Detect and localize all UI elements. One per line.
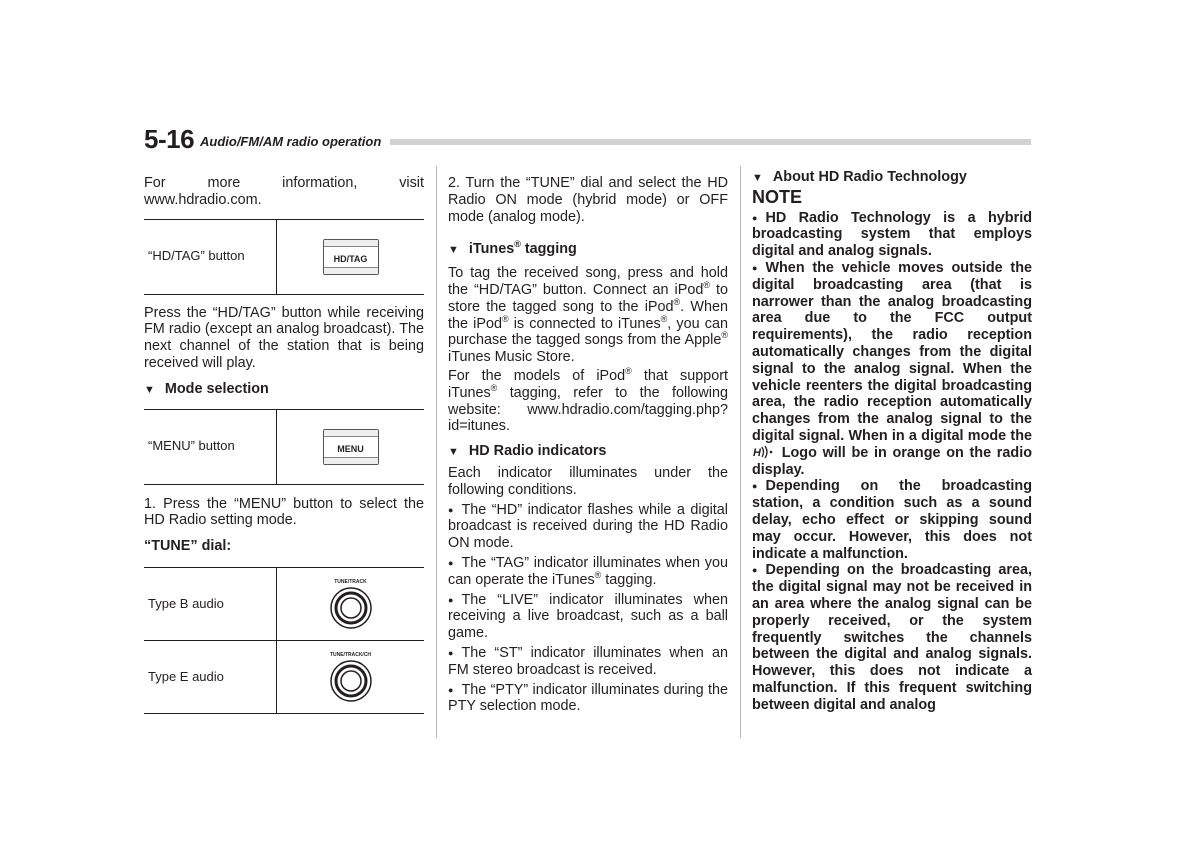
section-title: Audio/FM/AM radio operation [200, 134, 382, 149]
hdtag-table [144, 219, 424, 295]
intro-text: For more information, visit www.hdradio.com. [144, 175, 424, 208]
itunes-tagging-heading: ▼ iTunes® tagging [448, 239, 577, 258]
dial-row-type-e [144, 641, 424, 714]
mode-selection-heading: ▼ Mode selection [144, 380, 269, 397]
column-2 [448, 166, 728, 715]
hdtag-description: Press the “HD/TAG” button while receiving FM radio (except an analog broadcast). The next channel of the station that is being received will play. [144, 304, 424, 371]
column-1 [144, 166, 424, 714]
note-body [752, 210, 1032, 714]
itunes-paragraph-2: For the models of iPod® that support iTunes® tagging, refer to the following website: www.hdradio.com/tagging.php?id=itunes. [448, 366, 729, 435]
menu-table [144, 409, 424, 485]
note-item: ● Depending on the broadcasting area, the digital signal may not be received in an area where the analog signal can be properly received, or the system frequently switches the channels between the digital and analog signals. However, this does not indicate a malfunction. If this frequent switching between digital and analog [752, 562, 1032, 713]
dial-caption: TUNE/TRACK [334, 578, 367, 585]
svg-text:H: H [753, 446, 761, 459]
page-number: 5-16 [144, 124, 195, 154]
dial-row-type-b [144, 568, 424, 641]
column-divider [740, 166, 741, 738]
indicator-bullet: ● The “ST” indicator illuminates when an FM stereo broadcast is received. [448, 644, 728, 678]
menu-button-illustration [323, 429, 379, 465]
note-title: NOTE [752, 186, 803, 207]
about-hd-radio-heading: ▼ About HD Radio Technology [752, 169, 967, 185]
indicator-bullet: ● The “LIVE” indicator illuminates when receiving a live broadcast, such as a ball game. [448, 591, 728, 642]
dial-row-label: Type B audio [144, 568, 277, 640]
triangle-icon: ▼ [752, 172, 763, 184]
note-item: ● When the vehicle moves outside the digital broadcasting area (that is narrower than the analog broadcasting area due to the FCC output requirements), the radio reception automatically changes from the digital signal to the analog signal. When the vehicle reenters the digital broadcasting area, the radio reception automatically changes from the analog signal to the digital signal. When in a digital mode the H Logo will be in orange on the radio display. [752, 259, 1032, 478]
tune-dial-heading: “TUNE” dial: [144, 538, 232, 555]
header-rule [390, 139, 1031, 145]
indicator-bullet: ● The “PTY” indicator illuminates during the PTY selection mode. [448, 681, 728, 715]
itunes-paragraph-1: To tag the received song, press and hold the “HD/TAG” button. Connect an iPod® to store the tagged song to the iPod®. When the iPod® is connected to iTunes®, you can purchase the tagged songs from the Apple® iTunes Music Store. [448, 265, 729, 366]
tune-dial-icon [329, 586, 373, 630]
indicator-bullet: ● The “HD” indicator flashes while a digital broadcast is received during the HD Radio ON mode. [448, 501, 728, 552]
hdtag-button-illustration [323, 239, 379, 275]
triangle-icon: ▼ [448, 446, 459, 459]
triangle-icon: ▼ [144, 383, 155, 396]
dial-caption: TUNE/TRACK/CH [329, 651, 372, 658]
hd-radio-indicators-heading: ▼ HD Radio indicators [448, 443, 607, 460]
column-3 [752, 166, 1032, 714]
note-item: ● Depending on the broadcasting station, a condition such as a sound delay, echo effect or skipping sound may occur. However, this does not indicate a malfunction. [752, 478, 1032, 562]
tune-dial-icon [329, 659, 373, 703]
hdtag-button-text: HD/TAG [333, 253, 368, 264]
step-2: 2. Turn the “TUNE” dial and select the HD Radio ON mode (hybrid mode) or OFF mode (analog mode). [448, 175, 728, 225]
triangle-icon: ▼ [448, 244, 459, 257]
dial-row-label: Type E audio [144, 641, 277, 713]
hdtag-table-label: “HD/TAG” button [144, 220, 277, 294]
indicator-bullet: ● The “TAG” indicator illuminates when you can operate the iTunes® tagging. [448, 554, 728, 588]
menu-button-text: MENU [337, 443, 364, 454]
menu-table-label: “MENU” button [144, 410, 277, 484]
dial-table [144, 567, 424, 714]
column-divider [436, 166, 437, 738]
step-1: 1. Press the “MENU” button to select the HD Radio setting mode. [144, 495, 424, 529]
indicators-intro: Each indicator illuminates under the following conditions. [448, 464, 728, 498]
note-item: ● HD Radio Technology is a hybrid broadcasting system that employs digital and analog signals. [752, 209, 1032, 260]
hd-radio-logo-icon [753, 445, 775, 459]
